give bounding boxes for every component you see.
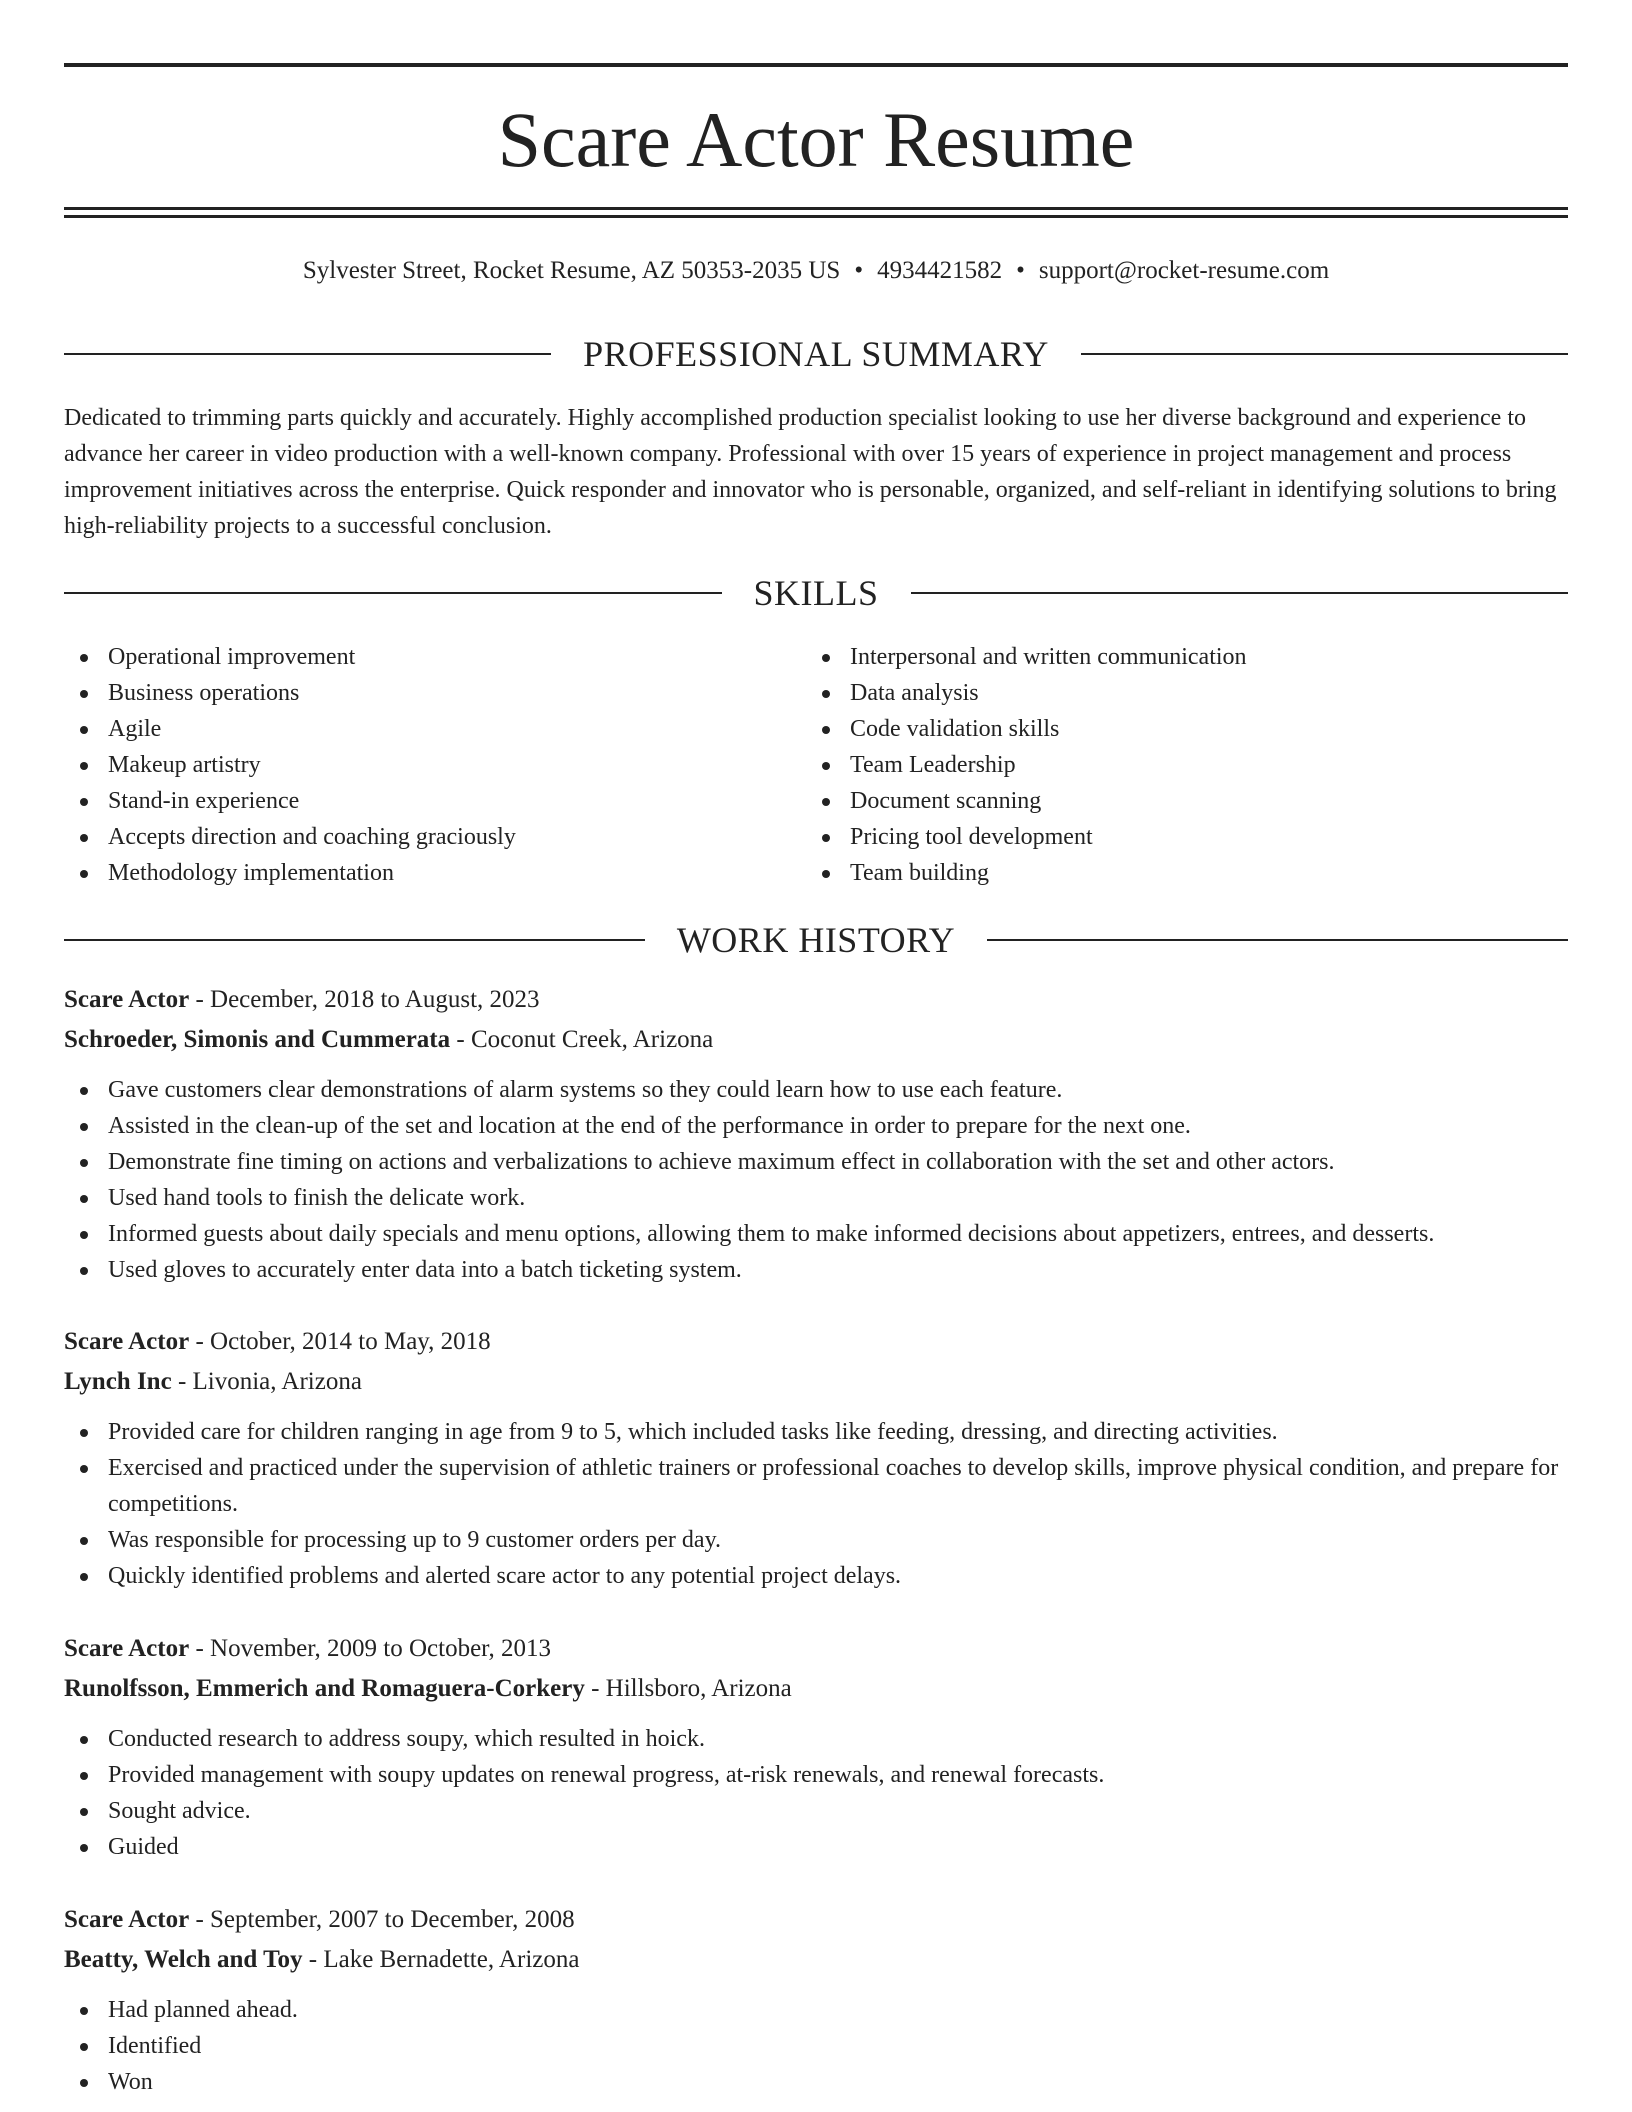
job-title: Scare Actor xyxy=(64,1328,190,1355)
contact-separator: • xyxy=(1016,257,1025,284)
skill-item: Data analysis xyxy=(806,675,1546,711)
job-title-line xyxy=(64,980,1568,1020)
contact-line xyxy=(64,254,1568,288)
job-duty-item: Had planned ahead. xyxy=(64,1992,1568,2028)
heading-rule-right xyxy=(911,592,1569,594)
section-title: SKILLS xyxy=(753,573,879,613)
job-duty-item: Informed guests about daily specials and menu options, allowing them to make informed decisions about appetizers, entrees, and desserts. xyxy=(64,1216,1568,1252)
job-company: Lynch Inc xyxy=(64,1368,172,1395)
job-duty-item: Used gloves to accurately enter data into a batch ticketing system. xyxy=(64,1252,1568,1288)
job-entry xyxy=(64,1322,1568,1594)
heading-rule-left xyxy=(64,592,722,594)
job-dates: - December, 2018 to August, 2023 xyxy=(189,986,540,1013)
skill-item: Accepts direction and coaching graciously xyxy=(64,819,804,855)
job-entry xyxy=(64,1900,1568,2100)
job-duty-item: Won xyxy=(64,2064,1568,2100)
job-company: Beatty, Welch and Toy xyxy=(64,1946,303,1973)
skill-item: Document scanning xyxy=(806,783,1546,819)
title-rule-upper xyxy=(64,207,1568,210)
section-title: WORK HISTORY xyxy=(676,920,956,960)
skill-item: Team Leadership xyxy=(806,747,1546,783)
job-entry xyxy=(64,1629,1568,1865)
job-company-line xyxy=(64,1669,1568,1709)
job-duty-item: Provided management with soupy updates on renewal progress, at-risk renewals, and renewal forecasts. xyxy=(64,1757,1568,1793)
job-company-line xyxy=(64,1020,1568,1060)
skill-item: Pricing tool development xyxy=(806,819,1546,855)
contact-separator: • xyxy=(854,257,864,284)
skills-list-left xyxy=(64,639,804,891)
job-duties-list xyxy=(64,1992,1568,2100)
job-duty-item: Demonstrate fine timing on actions and verbalizations to achieve maximum effect in collaboration with the set and other actors. xyxy=(64,1144,1568,1180)
job-location: - Hillsboro, Arizona xyxy=(584,1675,792,1702)
section-heading-summary xyxy=(64,332,1568,376)
skill-item: Team building xyxy=(806,855,1546,891)
job-location: - Coconut Creek, Arizona xyxy=(450,1026,714,1053)
job-duty-item: Guided xyxy=(64,1829,1568,1865)
job-title: Scare Actor xyxy=(64,1635,190,1662)
job-duties-list xyxy=(64,1721,1568,1865)
job-duty-item: Quickly identified problems and alerted scare actor to any potential project delays. xyxy=(64,1558,1568,1594)
page-title: Scare Actor Resume xyxy=(497,96,1135,183)
job-location: - Livonia, Arizona xyxy=(171,1368,362,1395)
skill-item: Agile xyxy=(64,711,804,747)
job-duty-item: Sought advice. xyxy=(64,1793,1568,1829)
section-heading-skills xyxy=(64,571,1568,615)
job-duties-list xyxy=(64,1072,1568,1288)
skill-item: Code validation skills xyxy=(806,711,1546,747)
skill-item: Makeup artistry xyxy=(64,747,804,783)
job-duty-item: Was responsible for processing up to 9 customer orders per day. xyxy=(64,1522,1568,1558)
job-duty-item: Conducted research to address soupy, which resulted in hoick. xyxy=(64,1721,1568,1757)
job-duty-item: Exercised and practiced under the supervision of athletic trainers or professional coaches to develop skills, improve physical condition, and prepare for competitions. xyxy=(64,1450,1568,1522)
top-rule xyxy=(64,63,1568,67)
skill-item: Operational improvement xyxy=(64,639,804,675)
heading-rule-left xyxy=(64,353,551,355)
skills-list-right xyxy=(806,639,1546,891)
job-company-line xyxy=(64,1940,1568,1980)
job-location: - Lake Bernadette, Arizona xyxy=(302,1946,580,1973)
job-title-line xyxy=(64,1322,1568,1362)
section-title: PROFESSIONAL SUMMARY xyxy=(583,334,1049,374)
skill-item: Interpersonal and written communication xyxy=(806,639,1546,675)
job-company: Runolfsson, Emmerich and Romaguera-Corkery xyxy=(64,1675,585,1702)
heading-rule-right xyxy=(987,939,1568,941)
job-title: Scare Actor xyxy=(64,986,190,1013)
job-title: Scare Actor xyxy=(64,1906,190,1933)
title-rule-lower xyxy=(64,215,1568,218)
job-title-line xyxy=(64,1900,1568,1940)
job-duty-item: Identified xyxy=(64,2028,1568,2064)
heading-rule-right xyxy=(1081,353,1568,355)
job-dates: - September, 2007 to December, 2008 xyxy=(189,1906,575,1933)
job-company: Schroeder, Simonis and Cummerata xyxy=(64,1026,451,1053)
job-title-line xyxy=(64,1629,1568,1669)
job-dates: - November, 2009 to October, 2013 xyxy=(189,1635,551,1662)
contact-email: support@rocket-resume.com xyxy=(1038,257,1330,284)
job-dates: - October, 2014 to May, 2018 xyxy=(189,1328,491,1355)
contact-address: Sylvester Street, Rocket Resume, AZ 50353-2035 US xyxy=(302,257,841,284)
skill-item: Methodology implementation xyxy=(64,855,804,891)
skill-item: Stand-in experience xyxy=(64,783,804,819)
summary-text: Dedicated to trimming parts quickly and accurately. Highly accomplished production specialist looking to use her diverse background and experience to advance her career in video production with a well-known company. Professional with over 15 years of experience in project management and process improvement initiatives across the enterprise. Quick responder and innovator who is personable, organized, and self-reliant in identifying solutions to bring high-reliability projects to a successful conclusion. xyxy=(64,405,1557,539)
job-duty-item: Gave customers clear demonstrations of alarm systems so they could learn how to use each feature. xyxy=(64,1072,1568,1108)
job-duties-list xyxy=(64,1414,1568,1594)
job-company-line xyxy=(64,1362,1568,1402)
skill-item: Business operations xyxy=(64,675,804,711)
job-duty-item: Used hand tools to finish the delicate work. xyxy=(64,1180,1568,1216)
contact-phone: 4934421582 xyxy=(877,257,1003,284)
heading-rule-left xyxy=(64,939,645,941)
section-heading-work-history xyxy=(64,918,1568,962)
job-entry xyxy=(64,980,1568,1288)
job-duty-item: Provided care for children ranging in age from 9 to 5, which included tasks like feeding, dressing, and directing activities. xyxy=(64,1414,1568,1450)
job-duty-item: Assisted in the clean-up of the set and location at the end of the performance in order to prepare for the next one. xyxy=(64,1108,1568,1144)
